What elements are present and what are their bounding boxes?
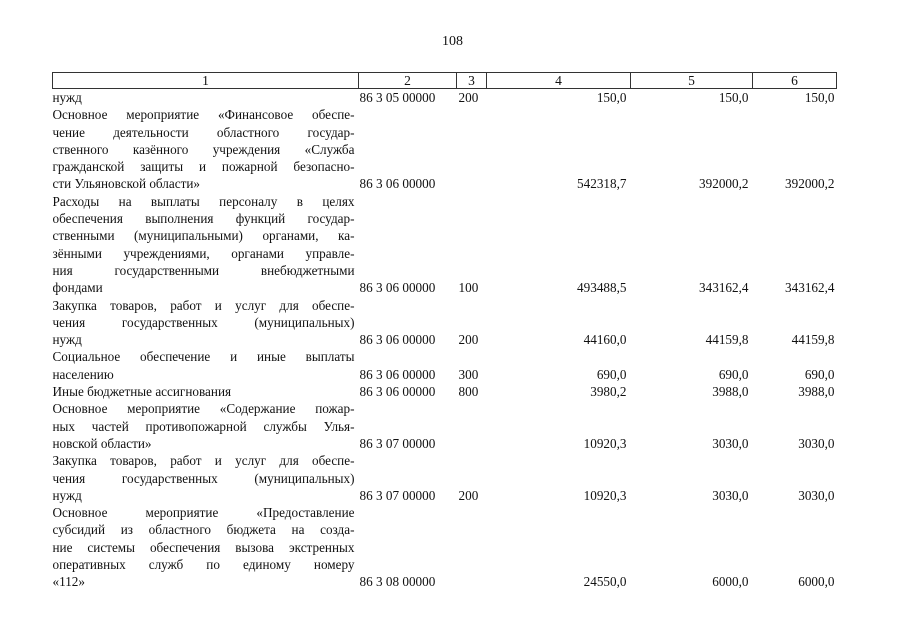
description-line: Расходы на выплаты персоналу в целях xyxy=(52,193,355,209)
row-expense-type xyxy=(457,504,487,590)
description-line: чение деятельности областного государ- xyxy=(52,124,355,140)
header-row xyxy=(53,73,837,89)
description-line: Основное мероприятие «Финансовое обеспе- xyxy=(52,107,355,123)
row-code: 86 3 05 00000 xyxy=(359,90,436,105)
row-code: 86 3 06 00000 xyxy=(359,384,436,400)
header-col-6: 6 xyxy=(753,73,837,89)
table-row xyxy=(53,89,837,107)
row-code: 86 3 07 00000 xyxy=(359,487,436,503)
description-line: ных частей противопожарной службы Улья- xyxy=(52,418,355,434)
row-description xyxy=(53,89,359,107)
description-line: ственными (муниципальными) органами, ка- xyxy=(52,228,355,244)
row-expense-type: 200 xyxy=(458,487,479,503)
row-expense-type xyxy=(457,400,487,452)
description-line: субсидий из областного бюджета на созда- xyxy=(52,522,355,538)
description-line: Закупка товаров, работ и услуг для обеспе- xyxy=(52,453,355,469)
description-line: населению xyxy=(52,366,114,382)
description-line: Основное мероприятие «Предоставление xyxy=(52,505,355,521)
description-line: ственного казённого учреждения «Служба xyxy=(52,141,355,157)
row-code: 86 3 07 00000 xyxy=(359,435,436,451)
description-line: «112» xyxy=(52,574,85,590)
row-description xyxy=(53,106,359,192)
description-line: нужд xyxy=(52,332,82,348)
description-line: ния государственными внебюджетными xyxy=(52,262,355,278)
row-value-col6: 690,0 xyxy=(804,366,835,382)
row-description xyxy=(53,400,359,452)
row-value-col5: 150,0 xyxy=(718,90,749,105)
table-row xyxy=(53,106,837,192)
description-line: гражданской защиты и пожарной безопасно- xyxy=(52,159,355,175)
row-value-col4: 44160,0 xyxy=(583,332,627,348)
table-row xyxy=(53,348,837,383)
row-expense-type: 300 xyxy=(458,366,479,382)
row-code: 86 3 06 00000 xyxy=(359,176,436,192)
header-col-2: 2 xyxy=(359,73,457,89)
table-body xyxy=(53,89,837,591)
row-value-col6: 6000,0 xyxy=(798,574,835,590)
description-line: оперативных служб по единому номеру xyxy=(52,557,355,573)
description-line: новской области» xyxy=(52,435,152,451)
row-value-col6: 44159,8 xyxy=(791,332,835,348)
description-line: Иные бюджетные ассигнования xyxy=(52,384,232,400)
row-code: 86 3 06 00000 xyxy=(359,366,436,382)
row-description xyxy=(53,504,359,590)
row-code: 86 3 08 00000 xyxy=(359,574,436,590)
row-value-col5: 3988,0 xyxy=(712,384,749,400)
row-value-col4: 3980,2 xyxy=(590,384,627,400)
row-expense-type: 200 xyxy=(458,332,479,348)
row-value-col4: 690,0 xyxy=(596,366,627,382)
row-description xyxy=(53,297,359,349)
header-col-5: 5 xyxy=(631,73,753,89)
description-line: зёнными учреждениями, органами управле- xyxy=(52,245,355,261)
row-value-col4: 10920,3 xyxy=(583,435,627,451)
row-value-col5: 690,0 xyxy=(718,366,749,382)
row-expense-type: 200 xyxy=(458,90,479,105)
row-expense-type: 100 xyxy=(458,280,479,296)
row-code: 86 3 06 00000 xyxy=(359,280,436,296)
table-header xyxy=(53,73,837,89)
row-value-col5: 343162,4 xyxy=(699,280,749,296)
row-value-col4: 10920,3 xyxy=(583,487,627,503)
description-line: Социальное обеспечение и иные выплаты xyxy=(52,349,355,365)
row-value-col6: 392000,2 xyxy=(785,176,835,192)
row-value-col5: 3030,0 xyxy=(712,487,749,503)
row-value-col6: 343162,4 xyxy=(785,280,835,296)
row-description xyxy=(53,452,359,504)
description-line: фондами xyxy=(52,280,103,296)
row-description xyxy=(53,193,359,297)
row-expense-type: 800 xyxy=(458,384,479,400)
table-row xyxy=(53,193,837,297)
table-row xyxy=(53,504,837,590)
description-line: Закупка товаров, работ и услуг для обеспе- xyxy=(52,297,355,313)
row-value-col6: 3030,0 xyxy=(798,487,835,503)
row-value-col5: 3030,0 xyxy=(712,435,749,451)
row-value-col4: 24550,0 xyxy=(583,574,627,590)
budget-table xyxy=(52,72,837,591)
description-line: нужд xyxy=(52,487,82,503)
table-row xyxy=(53,297,837,349)
row-code: 86 3 06 00000 xyxy=(359,332,436,348)
row-value-col4: 542318,7 xyxy=(577,176,627,192)
row-expense-type xyxy=(457,106,487,192)
description-line: сти Ульяновской области» xyxy=(52,176,200,192)
table-row xyxy=(53,400,837,452)
table-row xyxy=(53,452,837,504)
row-value-col4: 150,0 xyxy=(596,90,627,105)
row-value-col4: 493488,5 xyxy=(577,280,627,296)
row-description xyxy=(53,383,359,400)
header-col-3: 3 xyxy=(457,73,487,89)
row-value-col5: 392000,2 xyxy=(699,176,749,192)
row-value-col6: 150,0 xyxy=(804,90,835,105)
page-number: 108 xyxy=(442,34,463,49)
row-value-col5: 6000,0 xyxy=(712,574,749,590)
description-line: обеспечения выполнения функций государ- xyxy=(52,211,355,227)
table-row xyxy=(53,383,837,400)
row-value-col6: 3030,0 xyxy=(798,435,835,451)
description-line: чения государственных (муниципальных) xyxy=(52,470,355,486)
header-col-4: 4 xyxy=(487,73,631,89)
description-line: ние системы обеспечения вызова экстренных xyxy=(52,539,355,555)
description-line: чения государственных (муниципальных) xyxy=(52,314,355,330)
header-col-1: 1 xyxy=(53,73,359,89)
row-description xyxy=(53,348,359,383)
row-value-col5: 44159,8 xyxy=(705,332,749,348)
description-line: нужд xyxy=(52,90,82,105)
description-line: Основное мероприятие «Содержание пожар- xyxy=(52,401,355,417)
row-value-col6: 3988,0 xyxy=(798,384,835,400)
